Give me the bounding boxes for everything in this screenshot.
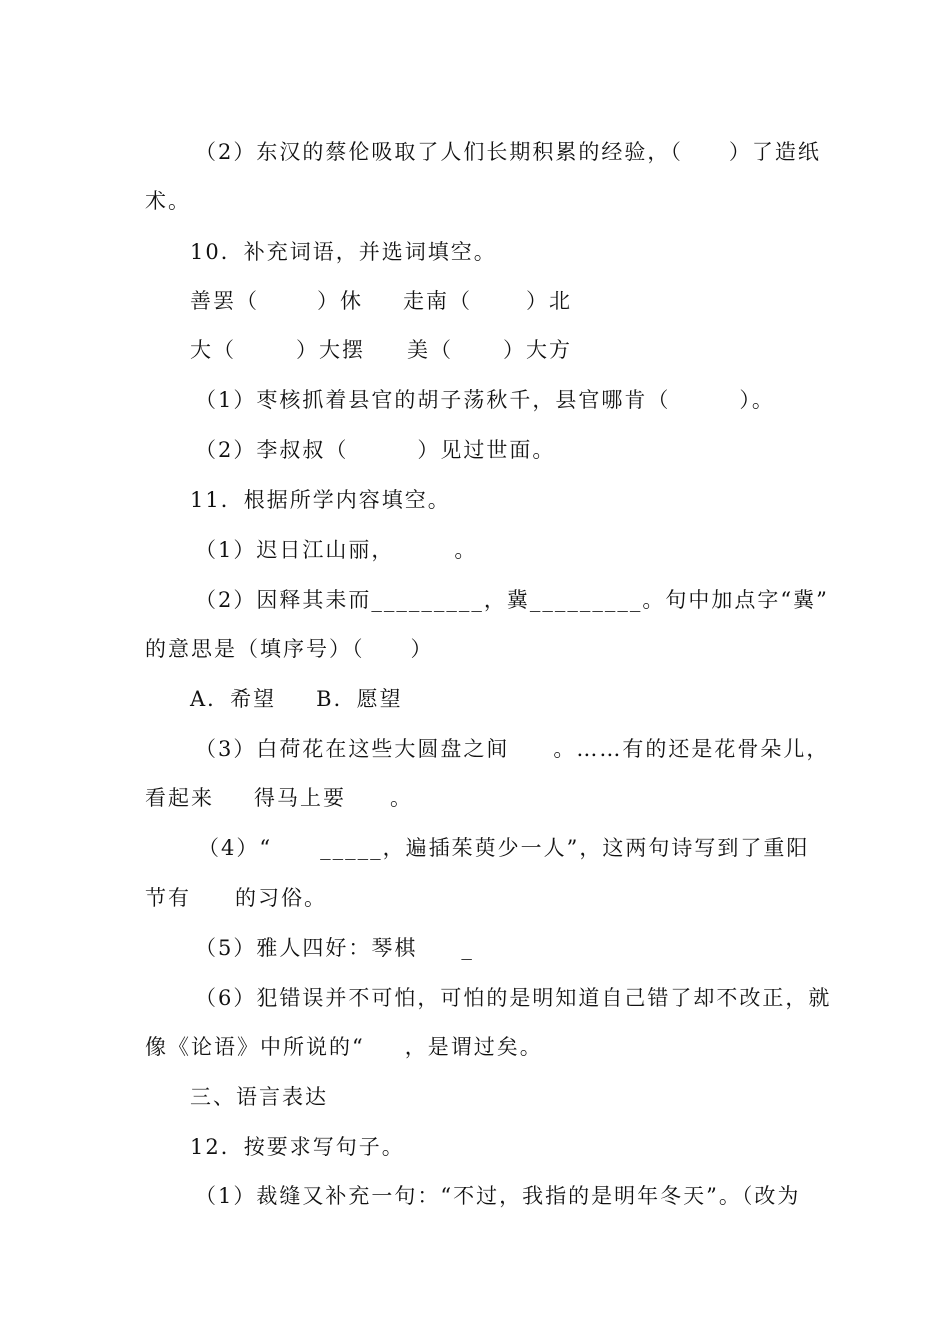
question-12-1 bbox=[195, 1176, 800, 1216]
question-text: （2）东汉的蔡伦吸取了人们长期积累的经验，（ ）了造纸 bbox=[195, 140, 821, 164]
question-heading: 12．按要求写句子。 bbox=[190, 1135, 405, 1159]
question-10-heading bbox=[190, 232, 497, 272]
question-text: 看起来 bbox=[145, 786, 214, 810]
question-10-2 bbox=[195, 430, 555, 470]
option-b: B．愿望 bbox=[316, 687, 403, 711]
question-10-1 bbox=[195, 380, 775, 420]
section-3-heading bbox=[190, 1077, 328, 1117]
question-11-4-continued bbox=[145, 878, 327, 918]
question-text: （2）李叔叔（ ）见过世面。 bbox=[195, 438, 556, 462]
question-11-1 bbox=[195, 530, 477, 570]
question-text: （4）“ bbox=[198, 836, 273, 860]
idiom-part: 善罢（ bbox=[190, 289, 259, 313]
options-row bbox=[190, 679, 403, 719]
question-text: ，是谓过矣。 bbox=[404, 1035, 543, 1059]
question-11-6 bbox=[195, 978, 831, 1018]
idiom-part: ）北 bbox=[526, 289, 572, 313]
answer-blank: _ bbox=[461, 936, 474, 960]
question-text: _____，遍插茱萸少一人”，这两句诗写到了重阳 bbox=[320, 836, 810, 860]
idiom-part: ）大方 bbox=[503, 338, 572, 362]
question-text: （2）因释其耒而_________，冀_________。句中加点字“冀” bbox=[195, 588, 829, 612]
question-11-4 bbox=[198, 828, 809, 868]
question-9-2 bbox=[195, 132, 821, 172]
question-11-3-continued bbox=[145, 778, 413, 818]
idiom-part: ）休 bbox=[317, 289, 363, 313]
question-12-heading bbox=[190, 1127, 405, 1167]
question-text: （3）白荷花在这些大圆盘之间 bbox=[195, 737, 510, 761]
question-text: 节有 bbox=[145, 886, 191, 910]
question-text: （1）迟日江山丽， bbox=[195, 538, 395, 562]
question-text: 。……有的还是花骨朵儿， bbox=[553, 737, 830, 761]
idiom-part: 美（ bbox=[407, 338, 453, 362]
question-heading: 11．根据所学内容填空。 bbox=[190, 488, 451, 512]
idiom-part: 大（ bbox=[190, 338, 236, 362]
option-a: A．希望 bbox=[190, 687, 277, 711]
question-11-6-continued bbox=[145, 1027, 543, 1067]
idiom-part: ）大摆 bbox=[296, 338, 365, 362]
question-9-2-continued bbox=[145, 181, 191, 221]
question-text: 得马上要 bbox=[254, 786, 346, 810]
question-text: 术。 bbox=[145, 189, 191, 213]
question-11-5 bbox=[195, 928, 474, 968]
question-text: （1）枣核抓着县官的胡子荡秋千，县官哪肯（ ）。 bbox=[195, 388, 775, 412]
question-text: （6）犯错误并不可怕，可怕的是明知道自己错了却不改正，就 bbox=[195, 986, 832, 1010]
question-11-heading bbox=[190, 480, 451, 520]
question-text: （5）雅人四好：琴棋 bbox=[195, 936, 418, 960]
question-11-3 bbox=[195, 729, 829, 769]
question-text: （1）裁缝又补充一句：“不过，我指的是明年冬天”。（改为 bbox=[195, 1184, 801, 1208]
question-text: 。 bbox=[390, 786, 413, 810]
question-11-2-continued bbox=[145, 629, 434, 669]
question-heading: 10．补充词语，并选词填空。 bbox=[190, 240, 497, 264]
idiom-row-2 bbox=[190, 330, 572, 370]
question-text: 。 bbox=[454, 538, 478, 562]
idiom-row-1 bbox=[190, 281, 572, 321]
idiom-part: 走南（ bbox=[403, 289, 472, 313]
section-heading: 三、语言表达 bbox=[190, 1085, 328, 1109]
question-text: 的意思是（填序号）（ ） bbox=[145, 637, 434, 661]
question-text: 的习俗。 bbox=[235, 886, 327, 910]
question-11-2 bbox=[195, 580, 829, 620]
question-text: 像《论语》中所说的“ bbox=[145, 1035, 365, 1059]
